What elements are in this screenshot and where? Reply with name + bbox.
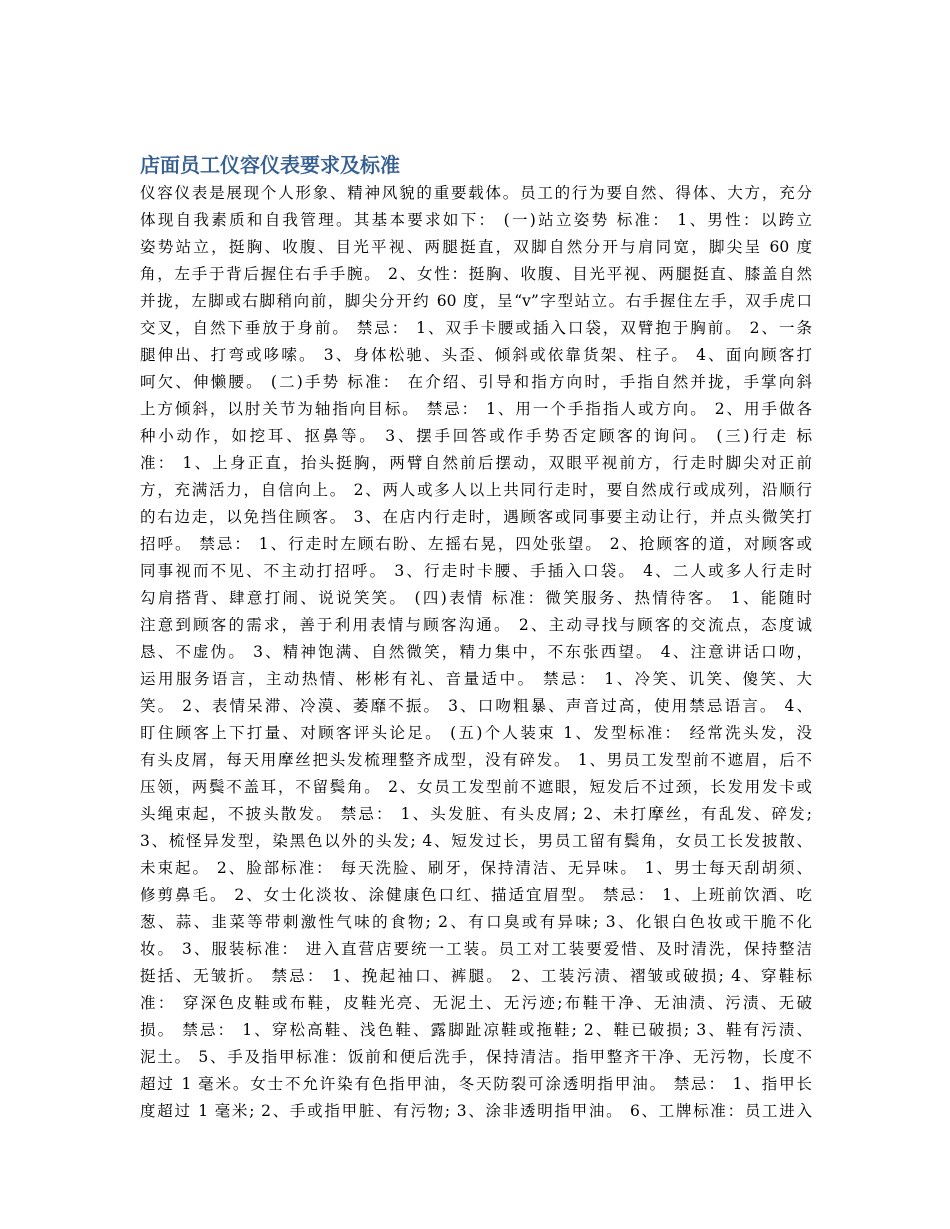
body-line: 盯住顾客上下打量、对顾客评头论足。 (五)个人装束 1、发型标准： 经常洗头发，没	[140, 724, 812, 742]
body-line: 头绳束起，不披头散发。 禁忌： 1、头发脏、有头皮屑; 2、未打摩丝，有乱发、碎发;	[140, 805, 812, 823]
body-line: 方，充满活力，自信向上。 2、两人或多人以上共同行走时，要自然成行或成列，沿顺行	[140, 481, 812, 499]
body-line: 3、梳怪异发型，染黑色以外的头发; 4、短发过长，男员工留有鬓角，女员工长发披散、	[140, 832, 812, 850]
body-line: 呵欠、伸懒腰。 (二)手势 标准： 在介绍、引导和指方向时，手指自然并拢，手掌向斜	[140, 373, 812, 391]
body-line: 准： 1、上身正直，抬头挺胸，两臂自然前后摆动，双眼平视前方，行走时脚尖对正前	[140, 454, 812, 472]
body-line: 角，左手于背后握住右手手腕。 2、女性：挺胸、收腹、目光平视、两腿挺直、膝盖自然	[140, 265, 812, 283]
body-line: 腿伸出、打弯或哆嗦。 3、身体松驰、头歪、倾斜或依靠货架、柱子。 4、面向顾客打	[140, 346, 812, 364]
body-line: 恳、不虚伪。 3、精神饱满、自然微笑，精力集中，不东张西望。 4、注意讲话口吻，	[140, 643, 812, 661]
body-line: 交叉，自然下垂放于身前。 禁忌： 1、双手卡腰或插入口袋，双臂抱于胸前。 2、一条	[140, 319, 812, 337]
body-line: 葱、蒜、韭菜等带刺激性气味的食物; 2、有口臭或有异味; 3、化银白色妆或干脆不化	[140, 913, 812, 931]
body-line: 并拢，左脚或右脚稍向前，脚尖分开约 60 度，呈“v”字型站立。右手握住左手，双手虎口	[140, 292, 812, 310]
body-line: 有头皮屑，每天用摩丝把头发梳理整齐成型，没有碎发。 1、男员工发型前不遮眉，后不	[140, 751, 812, 769]
body-line: 度超过 1 毫米; 2、手或指甲脏、有污物; 3、涂非透明指甲油。 6、工牌标准：员工进入	[140, 1102, 812, 1120]
body-line: 修剪鼻毛。 2、女士化淡妆、涂健康色口红、描适宜眉型。 禁忌： 1、上班前饮酒、吃	[140, 886, 812, 904]
body-line: 种小动作，如挖耳、抠鼻等。 3、摆手回答或作手势否定顾客的询问。 (三)行走 标	[140, 427, 812, 445]
body-line: 招呼。 禁忌： 1、行走时左顾右盼、左摇右晃，四处张望。 2、抢顾客的道，对顾客或	[140, 535, 812, 553]
document-title: 店面员工仪容仪表要求及标准	[140, 153, 400, 177]
body-line: 同事视而不见、不主动打招呼。 3、行走时卡腰、手插入口袋。 4、二人或多人行走时	[140, 562, 812, 580]
body-line: 挺括、无皱折。 禁忌： 1、挽起袖口、裤腿。 2、工装污渍、褶皱或破损; 4、穿鞋标	[140, 967, 812, 985]
body-line: 未束起。 2、脸部标准： 每天洗脸、刷牙，保持清洁、无异味。 1、男士每天刮胡须、	[140, 859, 812, 877]
body-line: 运用服务语言，主动热情、彬彬有礼、音量适中。 禁忌： 1、冷笑、讥笑、傻笑、大	[140, 670, 812, 688]
body-line: 勾肩搭背、肆意打闹、说说笑笑。 (四)表情 标准：微笑服务、热情待客。 1、能随时	[140, 589, 812, 607]
body-line: 体现自我素质和自我管理。其基本要求如下： (一)站立姿势 标准： 1、男性：以跨立	[140, 211, 812, 229]
body-line: 超过 1 毫米。女士不允许染有色指甲油，冬天防裂可涂透明指甲油。 禁忌： 1、指甲长	[140, 1075, 812, 1093]
body-line: 损。 禁忌： 1、穿松高鞋、浅色鞋、露脚趾凉鞋或拖鞋; 2、鞋已破损; 3、鞋有污渍、	[140, 1021, 812, 1039]
body-line: 笑。 2、表情呆滞、冷漠、萎靡不振。 3、口吻粗暴、声音过高，使用禁忌语言。 4、	[140, 697, 812, 715]
body-line: 注意到顾客的需求，善于利用表情与顾客沟通。 2、主动寻找与顾客的交流点，态度诚	[140, 616, 812, 634]
body-line: 上方倾斜，以肘关节为轴指向目标。 禁忌： 1、用一个手指指人或方向。 2、用手做各	[140, 400, 812, 418]
body-line: 泥土。 5、手及指甲标准：饭前和便后洗手，保持清洁。指甲整齐干净、无污物，长度不	[140, 1048, 812, 1066]
document-body	[140, 180, 812, 1125]
body-line: 准： 穿深色皮鞋或布鞋，皮鞋光亮、无泥土、无污迹;布鞋干净、无油渍、污渍、无破	[140, 994, 812, 1012]
body-line: 压领，两鬓不盖耳，不留鬓角。 2、女员工发型前不遮眼，短发后不过颈，长发用发卡或	[140, 778, 812, 796]
body-line: 姿势站立，挺胸、收腹、目光平视、两腿挺直，双脚自然分开与肩同宽，脚尖呈 60 度	[140, 238, 812, 256]
body-line: 妆。 3、服装标准： 进入直营店要统一工装。员工对工装要爱惜、及时清洗，保持整洁	[140, 940, 812, 958]
body-line: 的右边走，以免挡住顾客。 3、在店内行走时，遇顾客或同事要主动让行，并点头微笑打	[140, 508, 812, 526]
body-line: 仪容仪表是展现个人形象、精神风貌的重要载体。员工的行为要自然、得体、大方，充分	[140, 184, 812, 202]
